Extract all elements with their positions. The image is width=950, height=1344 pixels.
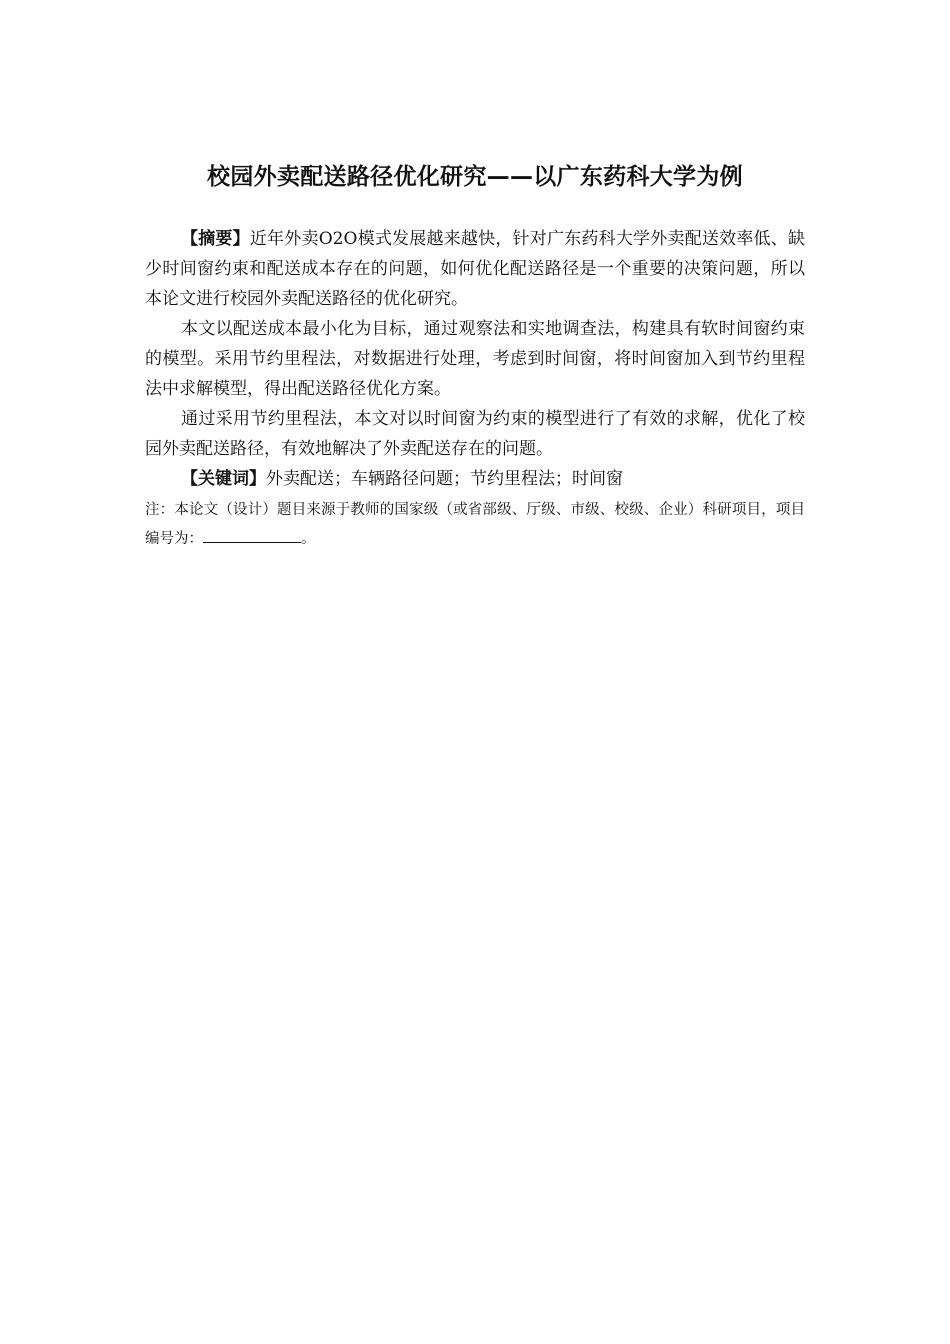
document-title: 校园外卖配送路径优化研究——以广东药科大学为例 [207,164,743,190]
keywords-paragraph [145,464,805,494]
abstract-section [145,224,805,554]
abstract-text-1: 近年外卖O2O模式发展越来越快，针对广东药科大学外卖配送效率低、缺少时间窗约束和配送成本存在的问题，如何优化配送路径是一个重要的决策问题，所以本论文进行校园外卖配送路径的优化研究。 [145,229,805,309]
abstract-paragraph-3: 通过采用节约里程法，本文对以时间窗为约束的模型进行了有效的求解，优化了校园外卖配送路径，有效地解决了外卖配送存在的问题。 [145,409,805,459]
abstract-paragraph-1 [145,224,805,314]
abstract-label: 【摘要】 [181,229,250,249]
keywords-label: 【关键词】 [181,469,266,489]
keywords-text: 外卖配送；车辆路径问题；节约里程法；时间窗 [266,469,623,489]
project-number-blank [203,526,301,543]
source-note-text: 注：本论文（设计）题目来源于教师的国家级（或省部级、厅级、市级、校级、企业）科研项目，项目编号为： [145,502,805,547]
abstract-paragraph-2: 本文以配送成本最小化为目标，通过观察法和实地调查法，构建具有软时间窗约束的模型。采用节约里程法，对数据进行处理，考虑到时间窗，将时间窗加入到节约里程法中求解模型，得出配送路径优化方案。 [145,319,805,399]
source-note-suffix: 。 [301,531,316,547]
source-note [145,496,805,554]
